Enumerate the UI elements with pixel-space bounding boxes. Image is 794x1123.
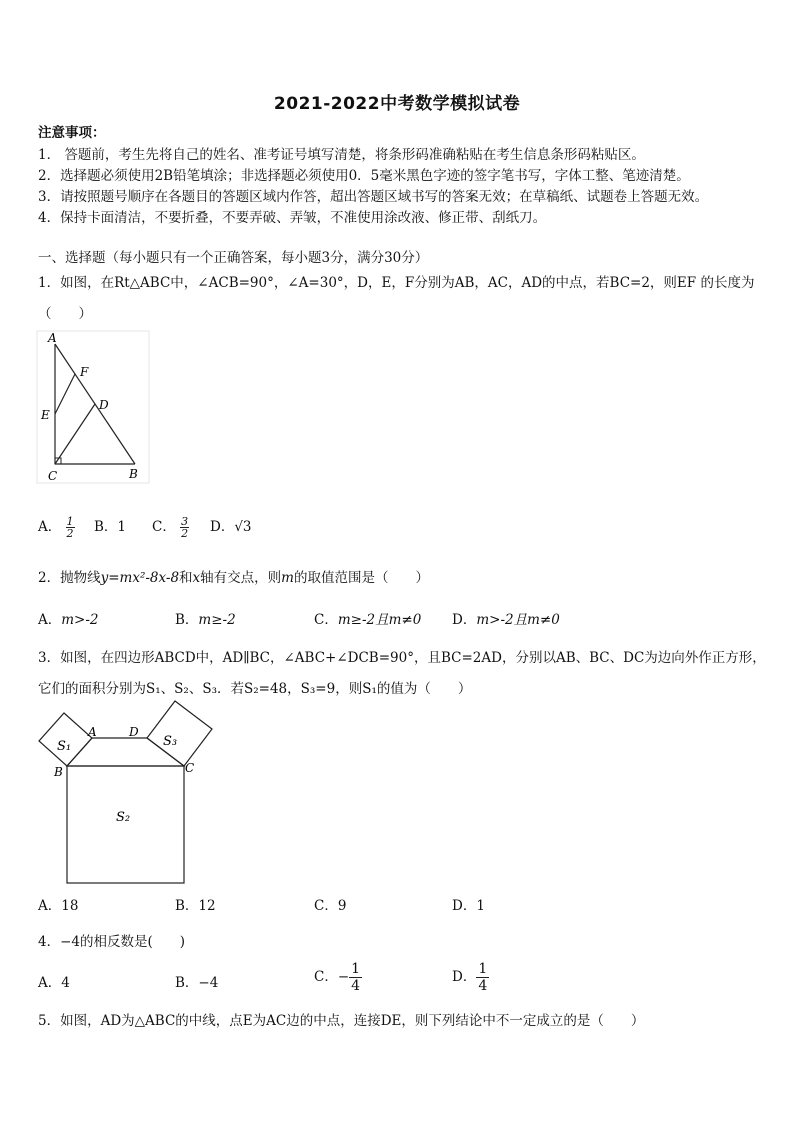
q1-option-b bbox=[94, 515, 126, 535]
figure1-label-d: D bbox=[99, 398, 109, 412]
question-3-figure bbox=[30, 700, 220, 888]
q4-option-b-value: −4 bbox=[198, 975, 219, 991]
q4-option-d-label: D． bbox=[452, 969, 477, 985]
q4-option-a-value: 4 bbox=[61, 975, 70, 991]
q2-option-b bbox=[175, 608, 236, 628]
figure3-label-s2: S₂ bbox=[116, 810, 131, 825]
q2-suffix2: 的取值范围是（ ） bbox=[293, 570, 429, 586]
q1-option-c-num: 3 bbox=[181, 515, 189, 528]
q3-option-c bbox=[314, 894, 346, 914]
q1-option-a bbox=[38, 515, 75, 539]
q1-option-a-fraction bbox=[66, 516, 75, 539]
q1-option-b-label: B． bbox=[94, 519, 118, 535]
q4-option-a bbox=[38, 971, 70, 991]
figure3-label-s3: S₃ bbox=[163, 734, 178, 749]
figure3-label-b: B bbox=[54, 765, 63, 779]
figure1-label-c: C bbox=[48, 469, 58, 483]
q3-option-b bbox=[175, 894, 216, 914]
q2-option-a-label: A． bbox=[38, 612, 62, 628]
q3-option-b-label: B． bbox=[175, 898, 199, 914]
q1-option-d-value: √3 bbox=[234, 519, 252, 535]
q1-option-a-num: 1 bbox=[66, 515, 74, 528]
q4-option-d-fraction bbox=[476, 961, 489, 994]
figure1-label-f: F bbox=[80, 365, 89, 379]
q4-option-c bbox=[314, 961, 362, 994]
question-2-text bbox=[38, 566, 429, 586]
figure1-label-b: B bbox=[129, 467, 138, 481]
q2-option-b-value: m≥-2 bbox=[198, 612, 236, 628]
q1-option-a-label: A． bbox=[38, 519, 62, 535]
figure3-label-c: C bbox=[185, 761, 195, 775]
q4-option-d-den: 4 bbox=[478, 978, 488, 994]
figure1-label-a: A bbox=[48, 331, 57, 345]
question-3-text-1: 3．如图，在四边形ABCD中，AD∥BC，∠ABC+∠DCB=90°，且BC=2AD，分别以AB、BC、DC为边向外作正方形， bbox=[38, 650, 766, 666]
page-title: 2021-2022中考数学模拟试卷 bbox=[273, 94, 521, 114]
q3-option-c-value: 9 bbox=[337, 898, 347, 914]
q2-suffix: 轴有交点，则 bbox=[200, 570, 282, 586]
q4-option-b-label: B． bbox=[175, 975, 199, 991]
q2-option-d-label: D． bbox=[452, 612, 477, 628]
q4-option-c-num: 1 bbox=[351, 961, 361, 977]
q3-option-d-value: 1 bbox=[476, 898, 485, 914]
q2-option-d-value: m>-2且m≠0 bbox=[476, 612, 560, 628]
q2-x: x bbox=[192, 570, 201, 586]
notice-item-3: 3．请按照题号顺序在各题目的答题区域内作答，超出答题区域书写的答案无效；在草稿纸、试题卷上答题无效。 bbox=[38, 189, 709, 205]
q4-option-b bbox=[175, 971, 218, 991]
q1-option-c-fraction bbox=[180, 516, 189, 539]
figure1-label-e: E bbox=[41, 408, 50, 422]
q4-option-d-num: 1 bbox=[478, 961, 488, 977]
q1-option-c-label: C． bbox=[152, 519, 176, 535]
notice-item-2: 2．选择题必须使用2B铅笔填涂；非选择题必须使用0．5毫米黑色字迹的签字笔书写，字体工整、笔迹清楚。 bbox=[38, 168, 690, 184]
question-1-figure bbox=[36, 330, 151, 485]
notice-item-4: 4．保持卡面清洁，不要折叠，不要弄破、弄皱，不准使用涂改液、修正带、刮纸刀。 bbox=[38, 210, 547, 226]
notice-item-1: 1． 答题前，考生先将自己的姓名、准考证号填写清楚，将条形码准确粘贴在考生信息条形码粘贴区。 bbox=[38, 147, 645, 163]
q3-option-c-label: C． bbox=[314, 898, 338, 914]
question-1-text: 1．如图，在Rt△ABC中，∠ACB=90°，∠A=30°，D，E，F分别为AB，AC，AD的中点，若BC=2，则EF 的长度为 bbox=[38, 275, 755, 291]
q4-option-c-sign: − bbox=[337, 969, 350, 985]
q4-option-c-label: C． bbox=[314, 969, 338, 985]
figure3-label-s1: S₁ bbox=[57, 739, 72, 754]
q2-option-a-value: m>-2 bbox=[61, 612, 99, 628]
question-4-text: 4．−4的相反数是( ) bbox=[38, 934, 186, 950]
q4-option-a-label: A． bbox=[38, 975, 62, 991]
q3-option-a bbox=[38, 894, 78, 914]
q4-option-d bbox=[452, 961, 489, 994]
q3-option-a-label: A． bbox=[38, 898, 62, 914]
question-5-text: 5．如图，AD为△ABC的中线，点E为AC边的中点，连接DE，则下列结论中不一定成立的是（ ） bbox=[38, 1013, 645, 1029]
figure3-label-d: D bbox=[129, 725, 139, 739]
question-1-paren: （ ） bbox=[38, 306, 92, 322]
notice-heading: 注意事项： bbox=[38, 125, 106, 141]
q2-option-b-label: B． bbox=[175, 612, 199, 628]
section-heading: 一、选择题（每小题只有一个正确答案，每小题3分，满分30分） bbox=[38, 250, 429, 266]
q3-option-d-label: D． bbox=[452, 898, 477, 914]
q4-option-c-den: 4 bbox=[351, 978, 361, 994]
q2-option-c-label: C． bbox=[314, 612, 338, 628]
q2-prefix: 2．抛物线 bbox=[38, 570, 101, 586]
q2-option-a bbox=[38, 608, 99, 628]
q2-option-c bbox=[314, 608, 421, 628]
q4-option-c-fraction bbox=[349, 961, 362, 994]
figure3-label-a: A bbox=[88, 725, 97, 739]
q1-option-d bbox=[210, 515, 252, 535]
q1-option-b-value: 1 bbox=[117, 519, 127, 535]
q3-option-b-value: 12 bbox=[198, 898, 216, 914]
q2-expression: y=mx²-8x-8 bbox=[100, 570, 180, 586]
q2-m: m bbox=[281, 570, 294, 586]
q3-option-d bbox=[452, 894, 485, 914]
q2-mid: 和 bbox=[179, 570, 193, 586]
q1-option-a-den: 2 bbox=[66, 527, 74, 540]
q1-option-c-den: 2 bbox=[181, 527, 189, 540]
q2-option-d bbox=[452, 608, 560, 628]
q1-option-d-label: D． bbox=[210, 519, 235, 535]
q1-option-c bbox=[152, 515, 189, 539]
question-3-text-2: 它们的面积分别为S₁、S₂、S₃．若S₂=48，S₃=9，则S₁的值为（ ） bbox=[38, 681, 472, 697]
q3-option-a-value: 18 bbox=[61, 898, 79, 914]
q2-option-c-value: m≥-2且m≠0 bbox=[337, 612, 422, 628]
